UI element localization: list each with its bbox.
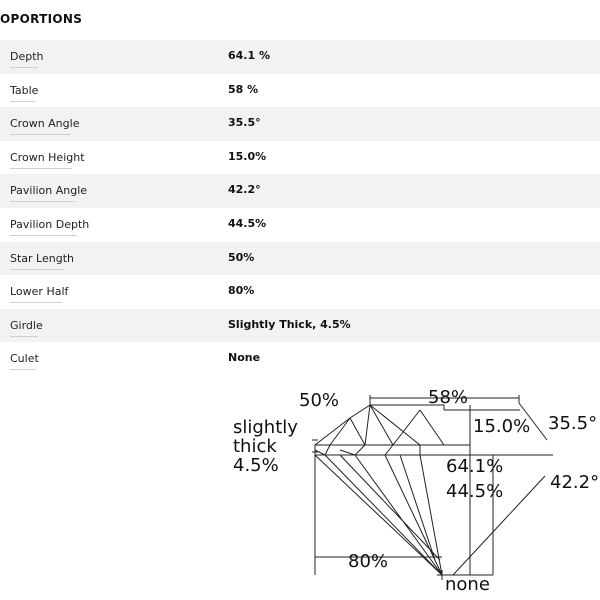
row-label: Crown Height	[10, 150, 85, 164]
row-value: 64.1 %	[228, 49, 270, 62]
pavilion-depth-label: 44.5%	[446, 481, 504, 502]
row-label: Star Length	[10, 251, 74, 265]
culet-label: none	[445, 574, 490, 595]
row-value: Slightly Thick, 4.5%	[228, 317, 351, 331]
row-label: Pavilion Angle	[10, 184, 88, 198]
crown-angle-label: 35.5°	[548, 413, 598, 434]
crown-height-label: 15.0%	[473, 416, 531, 437]
girdle-label-line2: thick	[233, 436, 277, 457]
row-value: 50%	[228, 250, 255, 264]
row-label: Depth	[10, 50, 44, 63]
row-value: 35.5°	[228, 116, 261, 130]
depth-label: 64.1%	[446, 456, 504, 477]
row-label: Culet	[10, 352, 39, 366]
row-value: None	[228, 351, 261, 365]
lower-half-label: 80%	[348, 551, 389, 572]
pavilion-angle-label: 42.2°	[550, 472, 600, 493]
row-label: Pavilion Depth	[10, 217, 90, 231]
girdle-label-line1: slightly	[233, 417, 298, 438]
row-value: 42.2°	[228, 183, 261, 197]
row-value: 58 %	[228, 82, 259, 96]
row-value: 15.0%	[228, 149, 267, 163]
row-label: Lower Half	[10, 285, 69, 299]
table-label: 58%	[428, 387, 469, 408]
row-label: Crown Angle	[10, 117, 80, 131]
row-value: 44.5%	[228, 216, 267, 230]
row-value: 80%	[228, 284, 255, 298]
row-label: Girdle	[10, 318, 43, 332]
section-title: OPORTIONS	[0, 12, 83, 26]
girdle-label-line3: 4.5%	[233, 455, 279, 476]
row-label: Table	[10, 83, 39, 97]
star-length-label: 50%	[299, 390, 340, 411]
